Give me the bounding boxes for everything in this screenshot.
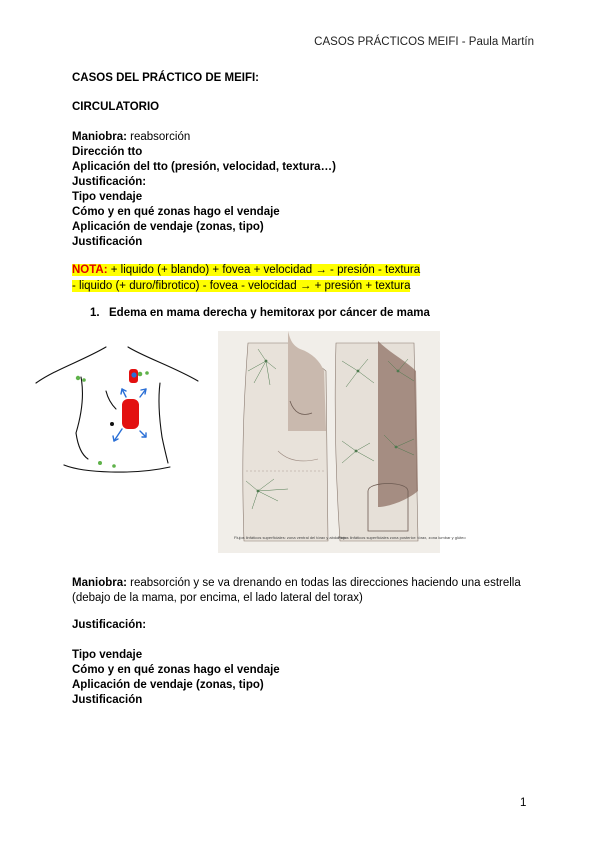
document-title: CASOS DEL PRÁCTICO DE MEIFI: xyxy=(72,72,259,84)
case-tipo-vendaje: Tipo vendaje xyxy=(72,649,143,661)
case-title-text: Edema en mama derecha y hemitorax por cáncer de mama xyxy=(109,307,430,319)
section-heading: CIRCULATORIO xyxy=(72,101,160,113)
sketch-right-shoulder xyxy=(128,347,198,381)
case-justificacion: Justificación: xyxy=(72,619,147,631)
note-line-2: - liquido (+ duro/fibrotico) - fovea - velocidad → + presión + textura xyxy=(72,279,411,292)
case-maniobra-text: reabsorción y se va drenando en todas las direcciones haciendo una estrella (debajo de la mama, por encima, el lado lateral del torax) xyxy=(72,577,521,604)
case-maniobra xyxy=(72,576,542,606)
edema-area xyxy=(122,399,139,429)
field-tipo-vendaje: Tipo vendaje xyxy=(72,191,143,203)
maniobra-line xyxy=(72,130,336,145)
sketch-breast-left xyxy=(106,391,116,409)
front-torso-figure xyxy=(243,331,328,541)
caption-left: Flujos linfáticos superficiales: zona ventral del tórax y abdomen xyxy=(234,535,347,540)
page-number: 1 xyxy=(520,797,527,809)
sketch-right-hip xyxy=(162,437,168,463)
case-number: 1. xyxy=(90,307,100,319)
case-fields xyxy=(72,648,280,708)
field-justificacion: Justificación: xyxy=(72,176,147,188)
sketch-left-side xyxy=(76,377,82,433)
field-justificacion-2: Justificación xyxy=(72,236,143,248)
page-header: CASOS PRÁCTICOS MEIFI - Paula Martín xyxy=(314,36,534,48)
sketch-pelvis xyxy=(64,465,170,472)
node-blue xyxy=(131,372,136,377)
torso-sketch xyxy=(34,347,200,477)
lymphatic-anatomy-illustration xyxy=(218,331,466,553)
sketch-right-side xyxy=(159,383,162,437)
field-como-zonas: Cómo y en qué zonas hago el vendaje xyxy=(72,206,280,218)
field-aplicacion-tto: Aplicación del tto (presión, velocidad, textura…) xyxy=(72,161,336,173)
case-justificacion-2: Justificación xyxy=(72,694,143,706)
navel-dot xyxy=(110,422,114,426)
case-heading xyxy=(90,307,430,319)
caption-right: Flujos linfáticos superficiales zona posterior: tórax, zona lumbar y glúteo xyxy=(338,535,466,540)
case-como-zonas: Cómo y en qué zonas hago el vendaje xyxy=(72,664,280,676)
case-aplicacion-vendaje: Aplicación de vendaje (zonas, tipo) xyxy=(72,679,264,691)
maniobra-label: Maniobra: xyxy=(72,131,127,143)
sketch-left-hip xyxy=(76,433,88,459)
maniobra-value: reabsorción xyxy=(126,131,191,143)
case-maniobra-label: Maniobra: xyxy=(72,577,127,589)
back-torso-figure xyxy=(335,341,418,541)
template-fields xyxy=(72,130,336,250)
note-label: NOTA: xyxy=(72,264,108,276)
note-line-1: + liquido (+ blando) + fovea + velocidad → - presión - textura xyxy=(107,264,421,276)
note-block xyxy=(72,263,420,294)
sketch-left-shoulder xyxy=(36,347,106,383)
field-aplicacion-vendaje: Aplicación de vendaje (zonas, tipo) xyxy=(72,221,264,233)
field-direccion: Dirección tto xyxy=(72,146,143,158)
